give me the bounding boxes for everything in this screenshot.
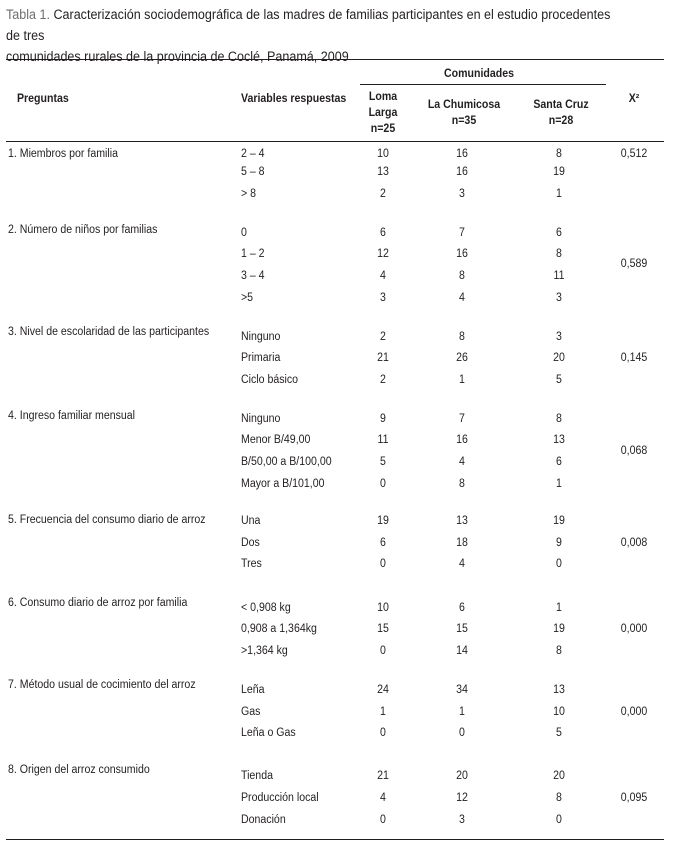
loma-larga-value: 15 [377,623,389,635]
la-chumicosa-value: 3 [459,188,465,200]
chi2-value: 0,589 [620,258,648,270]
santa-cruz-value: 1 [556,478,562,490]
la-chumicosa-value: 12 [456,792,468,804]
santa-cruz-value: 11 [553,270,565,282]
question-label: 8. Origen del arroz consumido [8,764,150,776]
loma-larga-value: 6 [380,227,386,239]
la-chumicosa-value: 16 [456,434,468,446]
loma-larga-value: 6 [380,537,386,549]
la-chumicosa-value: 20 [456,770,468,782]
loma-larga-value: 13 [377,166,389,178]
caption-line-1 [6,4,624,46]
loma-larga-value: 10 [377,602,389,614]
santa-cruz-value: 10 [553,706,565,718]
santa-cruz-value: 19 [553,515,565,527]
variable-label: B/50,00 a B/100,00 [241,456,332,468]
header-rule [6,141,664,142]
santa-cruz-value: 13 [553,434,565,446]
santa-cruz-value: 3 [556,292,562,304]
chi2-value: 0,512 [620,148,648,160]
santa-cruz-value: 3 [556,331,562,343]
loma-larga-value: 11 [377,434,389,446]
la-chumicosa-value: 18 [456,537,468,549]
caption-line-2: comunidades rurales de la provincia de Coclé, Panamá, 2009 [6,49,349,64]
loma-larga-value: 2 [380,331,386,343]
chi2-value: 0,095 [620,792,648,804]
la-chumicosa-value: 8 [459,270,465,282]
la-chumicosa-value: 13 [456,515,468,527]
header-variables: Variables respuestas [241,93,347,105]
santa-cruz-value: 0 [556,558,562,570]
santa-cruz-value: 8 [556,148,562,160]
table-caption [6,4,624,67]
header-santa-cruz-n: n=28 [548,115,574,127]
header-loma-larga-line2: Larga [368,107,398,119]
comunidades-rule [360,84,606,85]
la-chumicosa-value: 14 [456,645,468,657]
santa-cruz-value: 19 [553,623,565,635]
santa-cruz-value: 6 [556,227,562,239]
la-chumicosa-value: 1 [459,706,465,718]
la-chumicosa-value: 7 [459,413,465,425]
variable-label: Ciclo básico [241,374,299,386]
la-chumicosa-value: 16 [456,166,468,178]
loma-larga-value: 0 [380,558,386,570]
loma-larga-value: 1 [380,706,386,718]
chi2-value: 0,145 [620,352,648,364]
loma-larga-value: 12 [377,248,389,260]
la-chumicosa-value: 1 [459,374,465,386]
la-chumicosa-value: 4 [459,292,465,304]
loma-larga-value: 2 [380,374,386,386]
header-la-chumicosa [428,97,500,129]
loma-larga-value: 10 [377,148,389,160]
variable-label: 1 – 2 [241,248,265,260]
variable-label: < 0,908 kg [241,602,291,614]
santa-cruz-value: 8 [556,792,562,804]
la-chumicosa-value: 4 [459,558,465,570]
loma-larga-value: 0 [380,814,386,826]
santa-cruz-value: 19 [553,166,565,178]
variable-label: Gas [241,706,261,718]
header-la-chumicosa-line1: La Chumicosa [427,99,501,111]
loma-larga-value: 0 [380,478,386,490]
variable-label: 2 – 4 [241,148,265,160]
la-chumicosa-value: 26 [456,352,468,364]
loma-larga-value: 4 [380,270,386,282]
question-label: 6. Consumo diario de arroz por familia [8,597,188,609]
santa-cruz-value: 8 [556,645,562,657]
chi2-value: 0,000 [620,623,648,635]
la-chumicosa-value: 7 [459,227,465,239]
loma-larga-value: 0 [380,645,386,657]
santa-cruz-value: 0 [556,814,562,826]
header-loma-larga-line1: Loma [368,91,398,103]
variable-label: Donación [241,814,286,826]
variable-label: Ninguno [241,413,281,425]
question-label: 3. Nivel de escolaridad de las participantes [8,326,210,338]
variable-label: Producción local [241,792,319,804]
la-chumicosa-value: 34 [456,684,468,696]
variable-label: Tienda [241,770,273,782]
variable-label: Una [241,515,261,527]
variable-label: > 8 [241,188,257,200]
santa-cruz-value: 5 [556,374,562,386]
santa-cruz-value: 8 [556,413,562,425]
santa-cruz-value: 8 [556,248,562,260]
chi2-value: 0,068 [620,445,648,457]
header-loma-larga-n: n=25 [370,123,396,135]
la-chumicosa-value: 4 [459,456,465,468]
question-label: 7. Método usual de cocimiento del arroz [8,679,196,691]
chi2-value: 0,008 [620,537,648,549]
bottom-rule [6,839,664,840]
santa-cruz-value: 1 [556,188,562,200]
variable-label: Leña [241,684,265,696]
la-chumicosa-value: 15 [456,623,468,635]
la-chumicosa-value: 16 [456,248,468,260]
header-santa-cruz [533,97,588,129]
top-rule [6,59,664,60]
loma-larga-value: 2 [380,188,386,200]
variable-label: >1,364 kg [241,645,288,657]
loma-larga-value: 19 [377,515,389,527]
loma-larga-value: 4 [380,792,386,804]
santa-cruz-value: 6 [556,456,562,468]
santa-cruz-value: 1 [556,602,562,614]
question-label: 5. Frecuencia del consumo diario de arroz [8,514,206,526]
la-chumicosa-value: 3 [459,814,465,826]
loma-larga-value: 0 [380,727,386,739]
la-chumicosa-value: 0 [459,727,465,739]
header-loma-larga [369,89,398,137]
loma-larga-value: 21 [377,352,389,364]
caption-label: Tabla 1. [6,7,50,22]
variable-label: Ninguno [241,331,281,343]
header-chi2: X² [628,93,640,105]
question-label: 1. Miembros por familia [8,148,118,160]
variable-label: Primaria [241,352,281,364]
la-chumicosa-value: 8 [459,331,465,343]
variable-label: 0 [241,227,247,239]
loma-larga-value: 21 [377,770,389,782]
caption-text-1: Caracterización sociodemográfica de las madres de familias participantes en el estudio procedentes de tres [6,7,611,43]
santa-cruz-value: 5 [556,727,562,739]
santa-cruz-value: 20 [553,352,565,364]
header-comunidades: Comunidades [444,68,514,80]
loma-larga-value: 9 [380,413,386,425]
variable-label: Dos [241,537,260,549]
question-label: 2. Número de niños por familias [8,224,158,236]
variable-label: Tres [241,558,262,570]
loma-larga-value: 5 [380,456,386,468]
la-chumicosa-value: 6 [459,602,465,614]
variable-label: 3 – 4 [241,270,265,282]
chi2-value: 0,000 [620,706,648,718]
santa-cruz-value: 20 [553,770,565,782]
header-la-chumicosa-n: n=35 [451,115,477,127]
variable-label: 5 – 8 [241,166,265,178]
la-chumicosa-value: 8 [459,478,465,490]
variable-label: Menor B/49,00 [241,434,311,446]
variable-label: Leña o Gas [241,727,296,739]
santa-cruz-value: 9 [556,537,562,549]
header-preguntas: Preguntas [17,93,69,105]
question-label: 4. Ingreso familiar mensual [8,410,136,422]
loma-larga-value: 24 [377,684,389,696]
variable-label: >5 [241,292,254,304]
la-chumicosa-value: 16 [456,148,468,160]
variable-label: 0,908 a 1,364kg [241,623,317,635]
loma-larga-value: 3 [380,292,386,304]
header-santa-cruz-line1: Santa Cruz [533,99,589,111]
variable-label: Mayor a B/101,00 [241,478,325,490]
santa-cruz-value: 13 [553,684,565,696]
